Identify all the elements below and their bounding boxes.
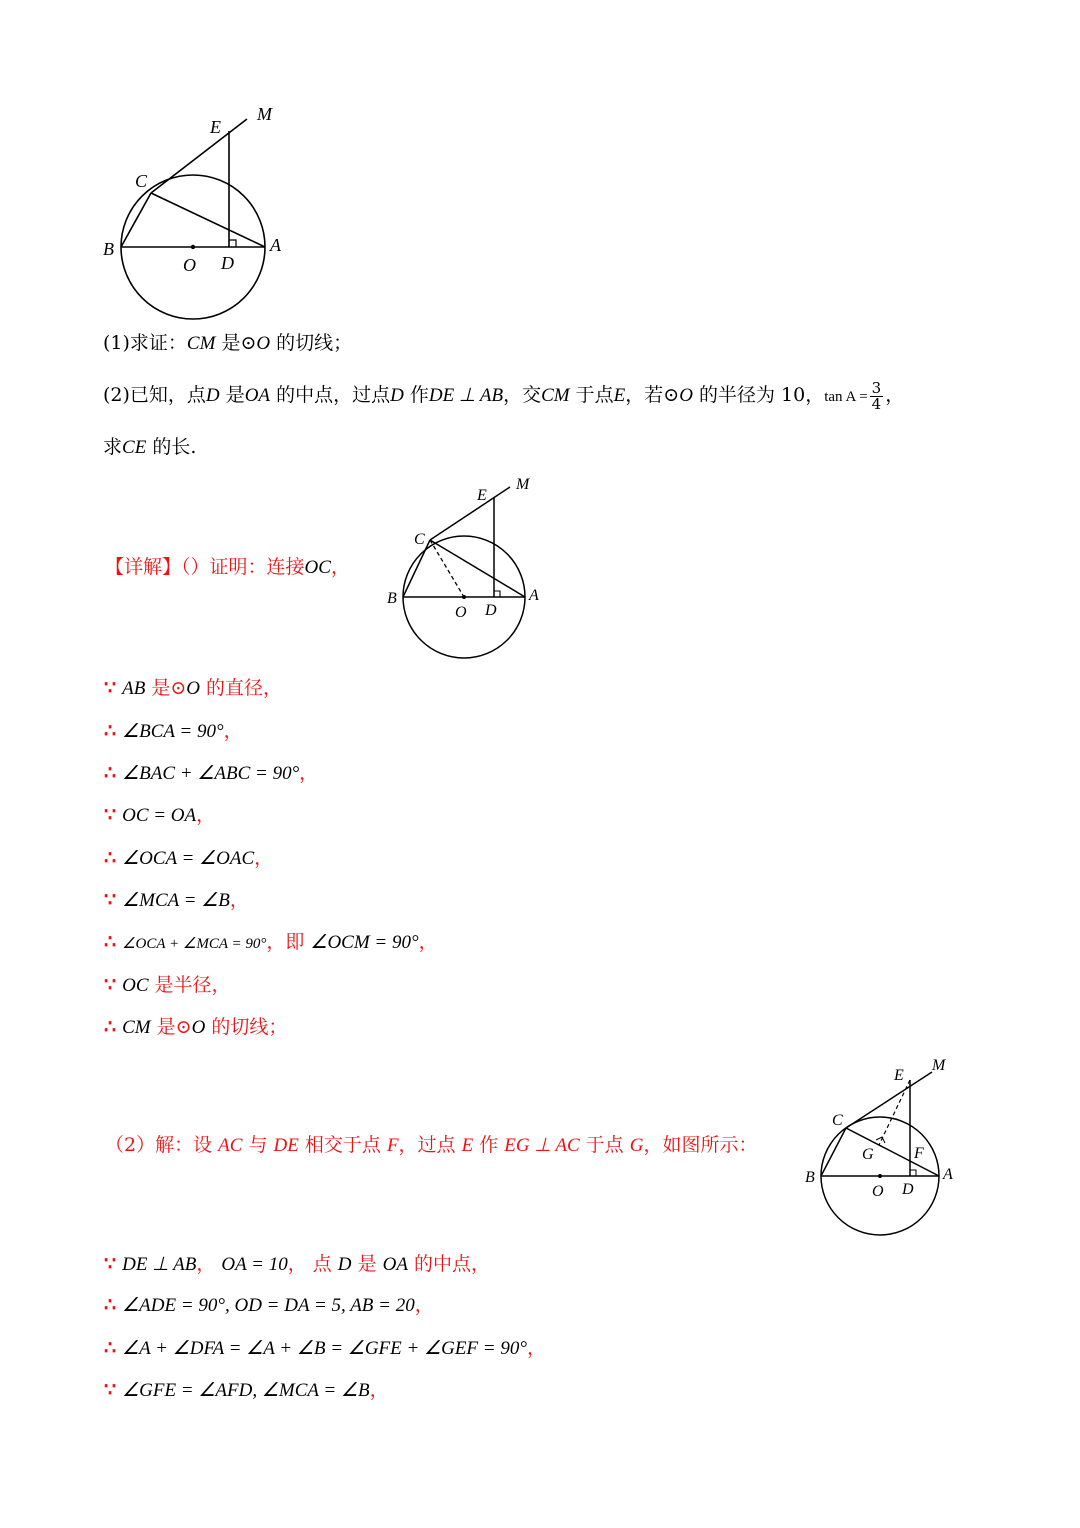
math-eg-perp-ac: EG ⊥ AC	[504, 1135, 580, 1156]
segment-eg	[879, 1080, 910, 1145]
because-symbol: ∵	[104, 804, 117, 826]
because-symbol: ∵	[104, 677, 117, 699]
text: ，	[330, 556, 350, 578]
math-e: E	[613, 385, 626, 406]
label-e: E	[210, 117, 221, 137]
chord-ca	[846, 1128, 939, 1176]
fraction-3-4	[870, 378, 884, 413]
because-symbol: ∵	[104, 1379, 117, 1401]
math: ∠GFE = ∠AFD, ∠MCA = ∠B	[122, 1380, 370, 1401]
therefore-symbol: ∴	[104, 847, 117, 869]
label-o: O	[183, 255, 196, 275]
math-f: F	[386, 1135, 399, 1156]
text: 相交于点	[298, 1134, 387, 1156]
chord-bc	[821, 1128, 846, 1176]
text: ，	[418, 931, 438, 953]
step2-3	[104, 1333, 546, 1364]
label-c: C	[832, 1112, 843, 1129]
text: 与	[242, 1134, 274, 1156]
math-de-perp-ab: DE ⊥ AB	[428, 385, 504, 406]
step-8	[104, 970, 231, 1001]
math-d: D	[390, 385, 404, 406]
center-o-dot	[878, 1174, 882, 1178]
therefore-symbol: ∴	[104, 1016, 117, 1038]
math: ∠OCM = 90°	[310, 932, 419, 953]
math: ∠MCA = ∠B	[122, 890, 230, 911]
math-cm: CM	[541, 385, 570, 406]
solution-header	[105, 552, 350, 583]
text: 作	[473, 1134, 505, 1156]
step-7	[104, 927, 438, 959]
math: ∠OCA = ∠OAC	[122, 848, 255, 869]
text: 作	[403, 384, 429, 406]
question-part2-line2	[103, 432, 196, 463]
text: 的半径为 10，	[692, 384, 825, 406]
therefore-symbol: ∴	[104, 1337, 117, 1359]
math-e: E	[461, 1135, 474, 1156]
label-b: B	[387, 590, 397, 607]
math-oc: OC	[304, 557, 331, 578]
text: 的直径，	[200, 677, 283, 699]
text: ，	[414, 1294, 434, 1316]
text: ，即	[266, 931, 311, 953]
text: 是⊙	[150, 1016, 192, 1038]
because-symbol: ∵	[104, 1253, 117, 1275]
math: ∠BAC + ∠ABC = 90°	[122, 763, 300, 784]
label-a: A	[529, 587, 539, 604]
label-a: A	[270, 235, 281, 255]
right-angle-mark-g	[876, 1137, 885, 1143]
chord-ca	[430, 540, 525, 597]
text: ，	[299, 762, 319, 784]
text: ，	[229, 889, 249, 911]
label-b: B	[103, 239, 114, 259]
label-o: O	[872, 1183, 884, 1200]
step-9	[104, 1012, 287, 1043]
math-de: DE	[273, 1135, 299, 1156]
text: ，如图所示：	[643, 1134, 758, 1156]
detail-tag: 【详解】	[105, 556, 182, 578]
label-e: E	[477, 487, 487, 504]
math: DE ⊥ AB	[122, 1254, 197, 1275]
step-1	[104, 673, 282, 704]
line-cm	[846, 1072, 932, 1128]
math-o: O	[679, 385, 693, 406]
math: O	[186, 678, 201, 699]
denominator: 4	[871, 394, 882, 413]
label-f: F	[914, 1145, 924, 1162]
label-a: A	[943, 1166, 953, 1183]
math: ∠ADE = 90°, OD = DA = 5, AB = 20	[122, 1295, 415, 1316]
text: （）证明：连接	[181, 556, 305, 578]
question-part1	[103, 328, 352, 359]
text: (1)求证：	[103, 332, 187, 354]
text: 的中点，	[407, 1253, 490, 1275]
math-ce: CE	[122, 437, 147, 458]
text: 的中点，过点	[270, 384, 391, 406]
step-5	[104, 843, 273, 874]
therefore-symbol: ∴	[104, 1294, 117, 1316]
math-ac: AC	[218, 1135, 243, 1156]
text: 是	[351, 1253, 383, 1275]
right-angle-mark	[494, 591, 500, 597]
text: 是	[219, 384, 245, 406]
math: AB	[122, 678, 146, 699]
text: ，交	[503, 384, 542, 406]
text: ，	[369, 1379, 389, 1401]
therefore-symbol: ∴	[104, 720, 117, 742]
label-m: M	[932, 1057, 946, 1074]
step2-1	[104, 1249, 490, 1280]
label-c: C	[414, 531, 425, 548]
right-angle-mark-d	[910, 1170, 916, 1176]
line-cm	[430, 487, 510, 540]
tan-a-label: tan A =	[824, 389, 868, 405]
math: OA = 10	[221, 1254, 288, 1275]
text: ，	[223, 720, 243, 742]
math-oa: OA	[244, 385, 271, 406]
right-angle-mark	[229, 240, 236, 247]
text: ，	[196, 1253, 222, 1275]
text: 的切线；	[205, 1016, 288, 1038]
step-2	[104, 716, 243, 747]
therefore-symbol: ∴	[104, 762, 117, 784]
math: O	[191, 1017, 206, 1038]
step-4	[104, 800, 215, 831]
step2-4	[104, 1375, 389, 1406]
text: （2）解：设	[105, 1134, 219, 1156]
math: D	[337, 1254, 352, 1275]
part2-header	[105, 1130, 757, 1161]
label-d: D	[221, 253, 234, 273]
text: 于点	[569, 384, 614, 406]
text: ，	[885, 384, 905, 406]
text: ，过点	[398, 1134, 462, 1156]
math: CM	[122, 1017, 151, 1038]
text: ，若⊙	[625, 384, 680, 406]
math-cm: CM	[186, 333, 216, 354]
text: ，	[254, 847, 274, 869]
math: OC	[122, 975, 149, 996]
label-e: E	[894, 1067, 904, 1084]
text: 是半径，	[148, 974, 231, 996]
text: 于点	[579, 1134, 630, 1156]
center-o-dot	[191, 245, 195, 249]
math: OC = OA	[122, 805, 197, 826]
label-g: G	[862, 1146, 874, 1163]
step-6	[104, 885, 249, 916]
figure-3-diagram	[800, 1050, 970, 1240]
text: ，	[526, 1337, 546, 1359]
math-g: G	[629, 1135, 644, 1156]
figure-2-diagram	[380, 470, 555, 665]
step2-2	[104, 1290, 434, 1321]
text: 求	[103, 436, 123, 458]
math-d: D	[205, 385, 220, 406]
label-o: O	[455, 604, 467, 621]
text: 是⊙	[145, 677, 187, 699]
step-3	[104, 758, 318, 789]
math: ∠A + ∠DFA = ∠A + ∠B = ∠GFE + ∠GEF = 90°	[122, 1338, 527, 1359]
question-part2-line1	[103, 380, 904, 412]
text: 的长.	[146, 436, 197, 458]
label-c: C	[135, 171, 148, 191]
text: 是⊙	[215, 332, 257, 354]
math: ∠OCA + ∠MCA = 90°	[122, 936, 267, 952]
math: OA	[382, 1254, 408, 1275]
text: ，	[196, 804, 216, 826]
because-symbol: ∵	[104, 974, 117, 996]
math: ∠BCA = 90°	[122, 721, 224, 742]
center-o-dot	[462, 595, 466, 599]
label-d: D	[902, 1181, 914, 1198]
segment-oc	[430, 540, 464, 597]
text: (2)已知，点	[103, 384, 206, 406]
chord-bc	[403, 540, 430, 597]
line-cm	[151, 119, 247, 193]
figure-1-diagram	[95, 95, 295, 325]
numerator: 3	[871, 378, 882, 397]
text: ， 点	[287, 1253, 338, 1275]
label-m: M	[516, 476, 530, 493]
label-m: M	[257, 104, 272, 124]
therefore-symbol: ∴	[104, 931, 117, 953]
label-d: D	[485, 602, 497, 619]
because-symbol: ∵	[104, 889, 117, 911]
text: 的切线；	[270, 332, 353, 354]
math-o: O	[256, 333, 271, 354]
label-b: B	[805, 1169, 815, 1186]
